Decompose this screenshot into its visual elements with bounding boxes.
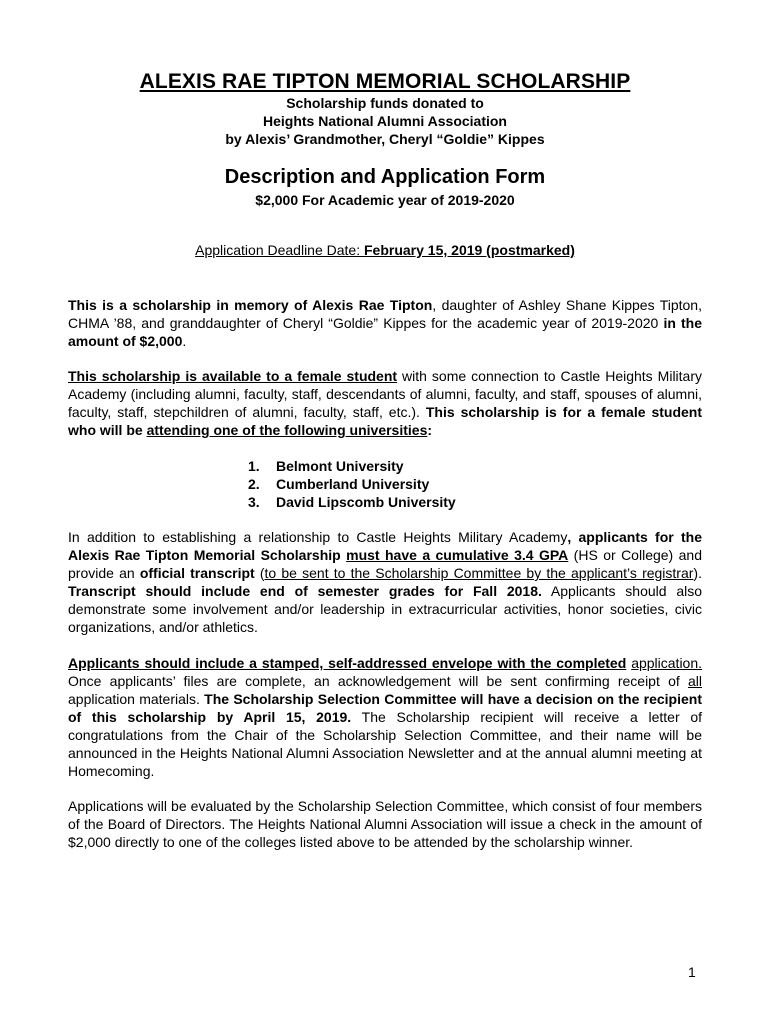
requirements-text: Applicants should also demonstrate some involvement and/or leadership in extracurricular activities, honor societies, civic organizations, and/or athletics. <box>68 583 702 635</box>
requirements-bold: , applicants for the Alexis Rae Tipton Memorial Scholarship <box>68 529 702 563</box>
requirements-text: ). <box>693 565 702 581</box>
eligibility-universities: attending one of the following universities <box>146 422 428 438</box>
gpa-requirement: must have a cumulative 3.4 GPA <box>346 547 569 563</box>
form-title: Description and Application Form <box>224 166 546 188</box>
university-list <box>248 457 456 511</box>
paragraph-memorial <box>68 296 702 350</box>
list-number: 1. <box>248 458 260 474</box>
university-name: David Lipscomb University <box>276 494 456 510</box>
memorial-text: , daughter of Ashley Shane Kippes Tipton, CHMA ’88, and granddaughter of Cheryl “Goldie” Kippes for the academic year of 2019-2020 <box>68 297 702 331</box>
deadline-line <box>0 242 770 258</box>
application-text: application materials. <box>68 691 205 707</box>
requirements-text: ( <box>254 565 265 581</box>
amount-line: $2,000 For Academic year of 2019-2020 <box>255 192 515 208</box>
donor-line-1: Scholarship funds donated to <box>286 95 484 111</box>
memorial-amount: in the amount of $2,000 <box>68 315 702 349</box>
eligibility-colon: : <box>427 422 433 438</box>
deadline-label: Application Deadline Date: <box>195 242 364 258</box>
university-name: Cumberland University <box>276 476 430 492</box>
university-name: Belmont University <box>276 458 404 474</box>
paragraph-eligibility <box>68 367 702 439</box>
list-number: 3. <box>248 494 260 510</box>
application-text: Once applicants’ files are complete, an acknowledgement will be sent confirming receipt of <box>68 673 688 689</box>
transcript-grades: Transcript should include end of semester grades for Fall 2018. <box>68 583 542 599</box>
donor-line-2: Heights National Alumni Association <box>263 113 507 129</box>
requirements-text: (HS or College) and provide an <box>68 547 702 581</box>
paragraph-application <box>68 654 702 780</box>
application-word: application. <box>631 655 703 671</box>
page-title: ALEXIS RAE TIPTON MEMORIAL SCHOLARSHIP <box>139 70 631 93</box>
deadline-date: February 15, 2019 (postmarked) <box>364 242 575 258</box>
paragraph-requirements <box>68 528 702 636</box>
application-text: The Scholarship recipient will receive a letter of congratulations from the Chair of the Scholarship Selection Committee, and their name will be announced in the Heights National Alumni Association Newsletter and at the annual alumni meeting at Homecoming. <box>68 709 703 779</box>
list-number: 2. <box>248 476 260 492</box>
envelope-requirement: Applicants should include a stamped, self-addressed envelope with the completed <box>68 655 627 671</box>
memorial-bold: This is a scholarship in memory of Alexis Rae Tipton <box>68 297 433 313</box>
paragraph-evaluation: Applications will be evaluated by the Scholarship Selection Committee, which consist of four members of the Board of Directors. The Heights National Alumni Association will issue a check in the amount of $2,000 directly to one of the colleges listed above to be attended by the scholarship winner. <box>68 798 702 850</box>
list-item <box>248 493 456 511</box>
transcript-instruction: to be sent to the Scholarship Committee by the applicant’s registrar <box>264 565 694 581</box>
requirements-text: In addition to establishing a relationship to Castle Heights Military Academy <box>68 529 568 545</box>
decision-date: The Scholarship Selection Committee will have a decision on the recipient of this scholarship by April 15, 2019. <box>68 691 702 725</box>
eligibility-heading: This scholarship is available to a female student <box>68 368 398 384</box>
eligibility-bold: This scholarship is for a female student who will be <box>68 404 703 438</box>
transcript-label: official transcript <box>139 565 255 581</box>
page-number: 1 <box>688 964 696 980</box>
eligibility-text: with some connection to Castle Heights Military Academy (including alumni, faculty, staff, descendants of alumni, faculty, and staff, spouses of alumni, faculty, staff, stepchildren of alumni, faculty, staff, etc.). <box>68 368 702 420</box>
list-item <box>248 457 456 475</box>
all-word: all <box>687 673 702 689</box>
donor-line-3: by Alexis’ Grandmother, Cheryl “Goldie” Kippes <box>225 131 545 147</box>
list-item <box>248 475 456 493</box>
memorial-end: . <box>182 333 187 349</box>
